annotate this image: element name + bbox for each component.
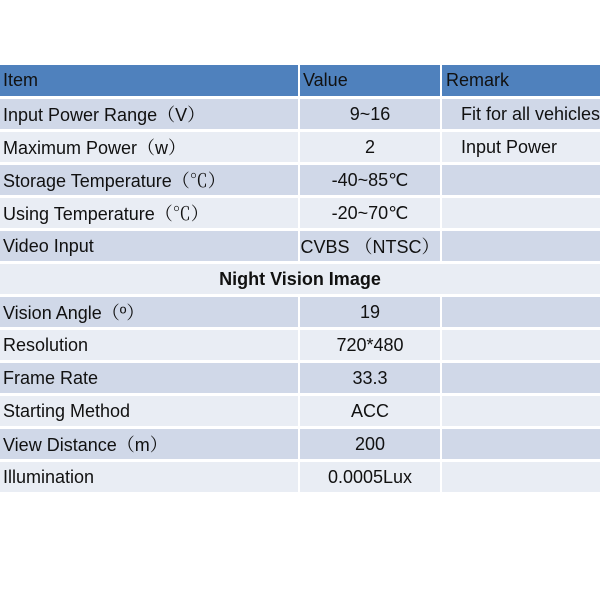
row-item: Vision Angle（º）	[0, 297, 300, 330]
row-item: Video Input	[0, 231, 300, 264]
row-item: Resolution	[0, 330, 300, 363]
row-remark: Input Power	[442, 132, 600, 165]
row-value: 0.0005Lux	[300, 462, 442, 495]
row-value: 200	[300, 429, 442, 462]
row-remark	[442, 198, 600, 231]
row-item: Starting Method	[0, 396, 300, 429]
row-value: ACC	[300, 396, 442, 429]
header-value: Value	[300, 65, 442, 99]
row-value: 9~16	[300, 99, 442, 132]
section-row	[0, 264, 600, 297]
row-remark	[442, 429, 600, 462]
row-item: Using Temperature（℃）	[0, 198, 300, 231]
row-remark	[442, 297, 600, 330]
row-value: CVBS （NTSC）	[300, 231, 442, 264]
row-item: View Distance（m）	[0, 429, 300, 462]
table-header-row	[0, 65, 600, 99]
header-item: Item	[0, 65, 300, 99]
row-remark	[442, 363, 600, 396]
row-value: 33.3	[300, 363, 442, 396]
row-remark	[442, 231, 600, 264]
table-row	[0, 198, 600, 231]
table-row	[0, 429, 600, 462]
table-row	[0, 363, 600, 396]
row-value: 720*480	[300, 330, 442, 363]
row-value: 2	[300, 132, 442, 165]
row-value: -20~70℃	[300, 198, 442, 231]
row-item: Storage Temperature（℃）	[0, 165, 300, 198]
row-item: Frame Rate	[0, 363, 300, 396]
header-remark: Remark	[442, 65, 600, 99]
table-row	[0, 462, 600, 495]
table-row	[0, 297, 600, 330]
row-remark	[442, 462, 600, 495]
row-item: Input Power Range（V）	[0, 99, 300, 132]
section-title: Night Vision Image	[0, 264, 600, 297]
row-value: -40~85℃	[300, 165, 442, 198]
row-remark	[442, 396, 600, 429]
table-row	[0, 330, 600, 363]
table-row	[0, 165, 600, 198]
row-item: Illumination	[0, 462, 300, 495]
row-remark	[442, 165, 600, 198]
row-remark: Fit for all vehicles	[442, 99, 600, 132]
table-row	[0, 396, 600, 429]
table-row	[0, 231, 600, 264]
spec-table	[0, 65, 600, 495]
row-remark	[442, 330, 600, 363]
table-row	[0, 132, 600, 165]
row-item: Maximum Power（w）	[0, 132, 300, 165]
table-row	[0, 99, 600, 132]
row-value: 19	[300, 297, 442, 330]
